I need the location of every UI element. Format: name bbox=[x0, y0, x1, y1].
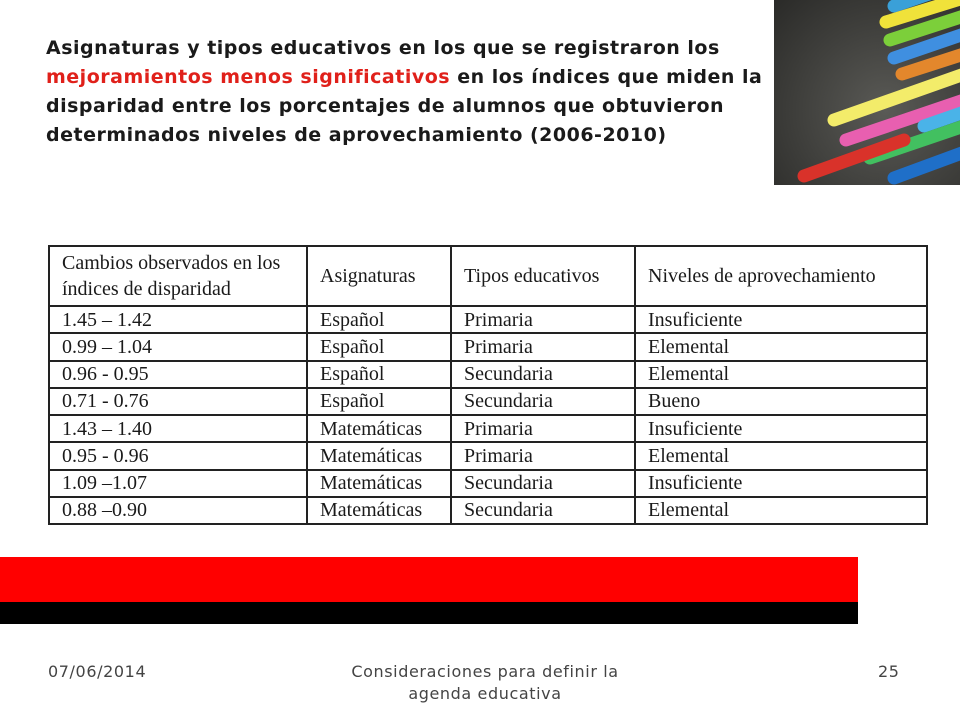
title-highlight: mejoramientos menos significativos bbox=[46, 66, 451, 88]
table-row bbox=[49, 415, 927, 442]
cell-cambio: 0.95 - 0.96 bbox=[49, 442, 307, 469]
cell-nivel: Elemental bbox=[635, 442, 927, 469]
cell-cambio: 0.88 –0.90 bbox=[49, 497, 307, 524]
cell-nivel: Insuficiente bbox=[635, 306, 927, 333]
cell-nivel: Elemental bbox=[635, 333, 927, 360]
cell-nivel: Insuficiente bbox=[635, 415, 927, 442]
cell-asignatura: Español bbox=[307, 388, 451, 415]
cell-tipo: Secundaria bbox=[451, 497, 635, 524]
header-cambios: Cambios observados en los índices de disparidad bbox=[49, 246, 307, 306]
table-row bbox=[49, 306, 927, 333]
table-row bbox=[49, 470, 927, 497]
cell-cambio: 1.43 – 1.40 bbox=[49, 415, 307, 442]
title-text-part2: en los índices que miden la disparidad entre los porcentajes de alumnos que obtuvieron determinados niveles de aprovechamiento (2006-2010) bbox=[46, 66, 763, 146]
cell-tipo: Primaria bbox=[451, 306, 635, 333]
table-row bbox=[49, 333, 927, 360]
table-row bbox=[49, 388, 927, 415]
cell-nivel: Elemental bbox=[635, 361, 927, 388]
cell-asignatura: Español bbox=[307, 306, 451, 333]
table-row bbox=[49, 442, 927, 469]
cell-nivel: Elemental bbox=[635, 497, 927, 524]
table-row bbox=[49, 497, 927, 524]
table-header-row bbox=[49, 246, 927, 306]
cell-cambio: 0.96 - 0.95 bbox=[49, 361, 307, 388]
cell-cambio: 1.09 –1.07 bbox=[49, 470, 307, 497]
cell-asignatura: Matemáticas bbox=[307, 442, 451, 469]
cell-nivel: Insuficiente bbox=[635, 470, 927, 497]
footer-date: 07/06/2014 bbox=[48, 662, 147, 681]
cell-asignatura: Español bbox=[307, 361, 451, 388]
table-row bbox=[49, 361, 927, 388]
title-text-part1: Asignaturas y tipos educativos en los que se registraron los bbox=[46, 37, 720, 59]
cell-asignatura: Matemáticas bbox=[307, 497, 451, 524]
disparity-table bbox=[48, 245, 928, 525]
cell-tipo: Secundaria bbox=[451, 361, 635, 388]
cell-asignatura: Matemáticas bbox=[307, 470, 451, 497]
red-band bbox=[0, 557, 858, 602]
cell-cambio: 1.45 – 1.42 bbox=[49, 306, 307, 333]
cell-tipo: Primaria bbox=[451, 442, 635, 469]
cell-cambio: 0.71 - 0.76 bbox=[49, 388, 307, 415]
cell-tipo: Primaria bbox=[451, 333, 635, 360]
footer-title: Consideraciones para definir la agenda educativa bbox=[351, 662, 619, 703]
header-niveles: Niveles de aprovechamiento bbox=[635, 246, 927, 306]
header-tipos: Tipos educativos bbox=[451, 246, 635, 306]
cell-cambio: 0.99 – 1.04 bbox=[49, 333, 307, 360]
slide-title bbox=[46, 34, 776, 150]
page-number: 25 bbox=[878, 662, 900, 681]
colored-chalk-image bbox=[774, 0, 960, 185]
header-asignaturas: Asignaturas bbox=[307, 246, 451, 306]
chalk-icon bbox=[774, 0, 960, 185]
cell-asignatura: Matemáticas bbox=[307, 415, 451, 442]
cell-nivel: Bueno bbox=[635, 388, 927, 415]
cell-asignatura: Español bbox=[307, 333, 451, 360]
cell-tipo: Secundaria bbox=[451, 470, 635, 497]
cell-tipo: Primaria bbox=[451, 415, 635, 442]
black-band bbox=[0, 602, 858, 624]
cell-tipo: Secundaria bbox=[451, 388, 635, 415]
